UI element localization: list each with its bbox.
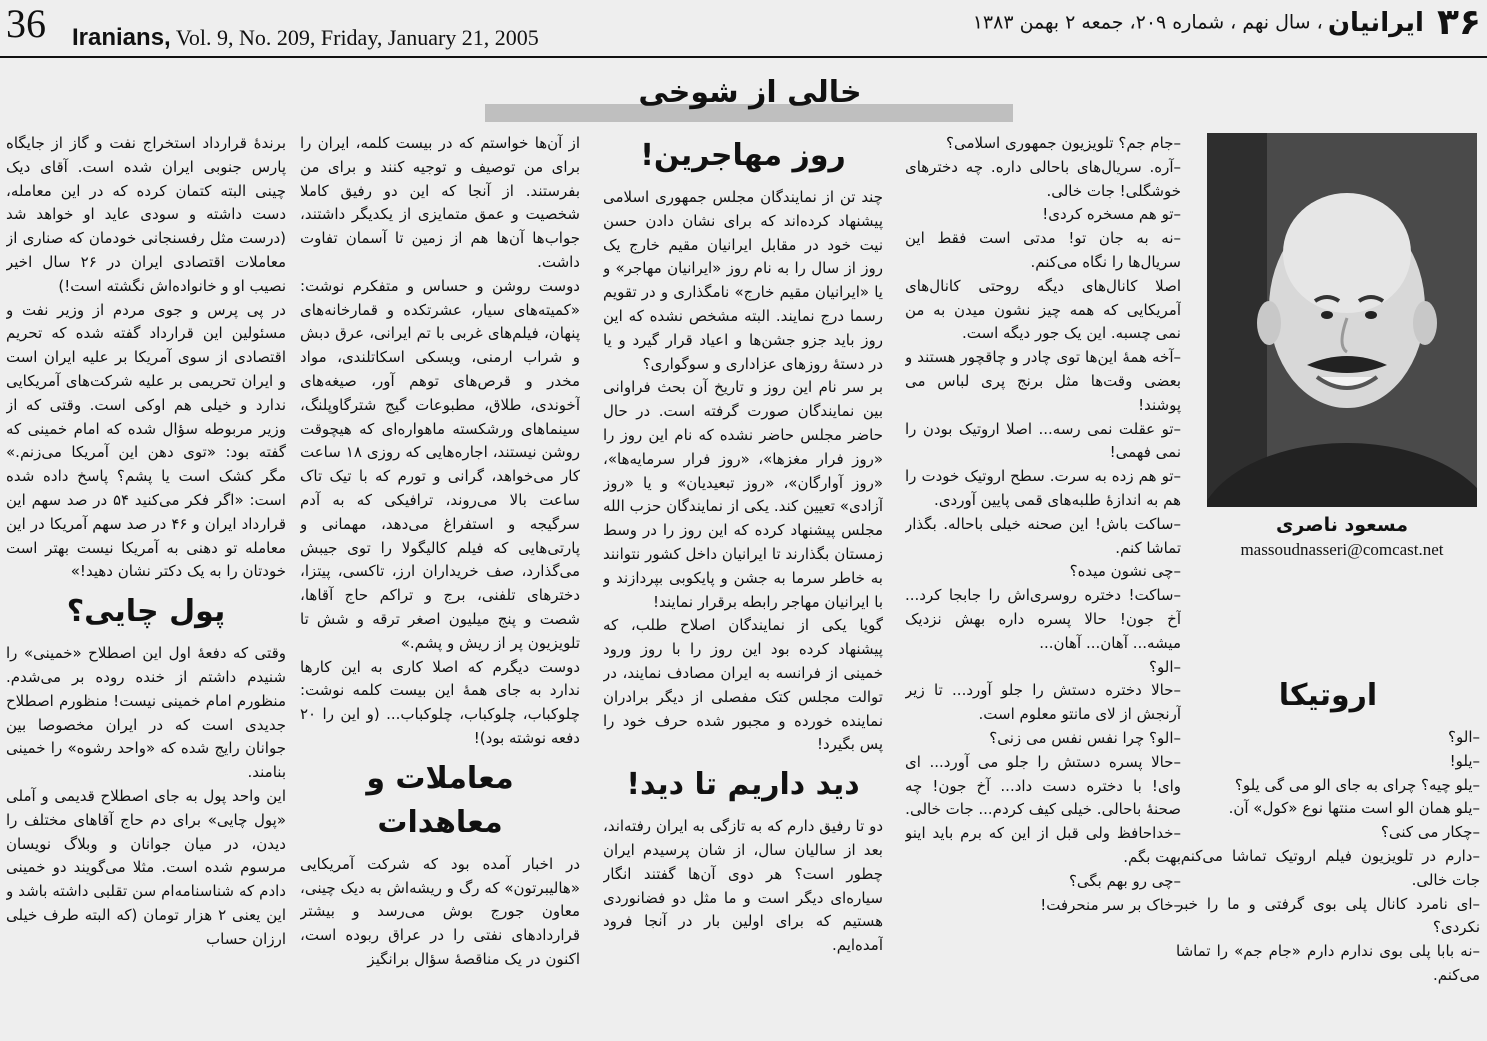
dialogue-line: –یلو! <box>1449 751 1480 770</box>
sidebar-erotica <box>1176 668 1480 1038</box>
paragraph: از آن‌ها خواستم که در بیست کلمه، ایران را برای من توصیف و توجیه کنند و برای من بفرستند. از آنجا که این دو رفیق کاملا شخصیت و عمق متمایزی از یکدیگر داشتند، جواب‌ها آن‌ها هم از زمین تا آسمان تفاوت داشت. <box>300 134 580 271</box>
dialogue-line: –حالا پسره دستش را جلو می آورد... ای وای! با دختره دست داد... آخ جون! چه صحنهٔ باحالی. خیلی کیف کردم... جات خالی. <box>905 752 1181 819</box>
column-1 <box>905 132 1181 1037</box>
dialogue-line: –نه بابا پلی بوی ندارم دارم «جام جم» را تماشا می‌کنم. <box>1176 942 1480 984</box>
masthead-en <box>72 24 539 52</box>
dialogue-line: –ای نامرد کانال پلی بوی گرفتی و ما را خبر نکردی؟ <box>1176 894 1480 937</box>
dialogue-line: –تو هم مسخره کردی! <box>1042 205 1181 224</box>
masthead-fa <box>973 2 1481 43</box>
paragraph: بر سر نام این روز و تاریخ آن بحث فراوانی بین نمایندگان صورت گرفته است. در حال حاضر مجلس حاضر نشده که نام این روز را «روز فرار مغزها»، «روز فرار سرمایه‌ها»، «روز آوارگان»، «روز تبعیدیان» و یا «روز آزادی» تعیین کند. یکی از نمایندگان حزب الله مجلس پیشنهاد کرده که این روز را در وسط زمستان بگذارند تا ایرانیان داخل کشور نتوانند به خاطر سرما به جشن و پایکوبی بپردازند و با ایرانیان مهاجر رابطه برقرار نمایند! <box>603 378 883 611</box>
page-number-fa: ۳۶ <box>1437 2 1481 43</box>
issue-info-en: Vol. 9, No. 209, Friday, January 21, 2005 <box>175 25 539 50</box>
issue-info-fa: ، سال نهم ، شماره ۲۰۹، جمعه ۲ بهمن ۱۳۸۳ <box>972 11 1323 34</box>
paragraph: گویا یکی از نمایندگان اصلاح طلب، که پیشنهاد کرده بود این روز را با روز ورود خمینی از فرانسه به ایران مصادف نمایند، در توالت مجلس کتک مفصلی از دیگر برادران نماینده خورده و مجبور شده حرف خود را پس بگیرد! <box>603 616 883 754</box>
paragraph: در اخبار آمده بود که شرکت آمریکایی «هالیبرتون» که رگ و ریشه‌اش به دیک چینی، معاون جورج بوش می‌رسد و بیشتر قراردادهای نفتی را در عراق ربوده است، اکنون در یک مناقصهٔ سؤال برانگیز <box>300 854 580 968</box>
dialogue-line: –آخه همهٔ این‌ها توی چادر و چاقچور هستند و بعضی وقت‌ها مثل برنج پری لباس می پوشند! <box>905 348 1181 414</box>
dialogue-line: –الو؟ <box>1149 657 1181 676</box>
paragraph: دوست روشن و حساس و متفکرم نوشت: «کمیته‌های سیار، عشرتکده و قمارخانه‌های پنهان، فیلم‌های غربی با تم ایرانی، عرق دبش و شراب ارمنی، ویسکی اسکاتلندی، مواد مخدر و قرص‌های توهم آور، صیغه‌های آخوندی، طلاق، مطبوعات گیج شترگاوپلنگ، سینماهای ورشکسته ماهواره‌ای که هیچوقت روشن نیستند، اجاره‌هایی که روزی ۱۸ ساعت کار می‌خواهد، گرانی و تورم که با تیک تاک ساعت بالا می‌روند، ترافیکی که به آدم سرگیجه و استفراغ می‌دهد، مهمانی و پارتی‌هایی که فیلم کالیگولا را توی جیبش می‌گذارد، صف خریداران ارز، تاکسی، پیتزا، دخترهای تلفنی، برج و تراکم حاج آقاها، شصت و پنج میلیون اصغر ترقه و شش تا تلویزیون پر از ریش و پشم.» <box>300 276 580 652</box>
dialogue-line: اصلا کانال‌های دیگه روحتی کانال‌های آمریکایی که همه چیز نشون میدن به من نمی چسبه. این یک جور دیگه است. <box>905 276 1181 343</box>
dialogue-line: –جام جم؟ تلویزیون جمهوری اسلامی؟ <box>946 134 1181 152</box>
dialogue-line: –آره. سریال‌های باحالی داره. چه دخترهای خوشگلی! جات خالی. <box>905 157 1181 200</box>
dialogue-line: –الو؟ چرا نفس نفس می زنی؟ <box>989 728 1181 747</box>
author-email[interactable]: massoudnasseri@comcast.net <box>1240 540 1444 559</box>
heading-deals-treaties: معاملات و معاهدات <box>366 760 514 840</box>
dialogue-line: –خاک بر سر منحرفت! <box>1040 895 1181 914</box>
dialogue-line: –یلو همان الو است منتها نوع «کول» آن. <box>1228 799 1480 818</box>
dialogue-line: –الو؟ <box>1448 728 1480 746</box>
column-3 <box>300 132 580 1037</box>
dialogue-line: –خداحافظ ولی قبل از این که برم باید اینو بهت بگم. <box>905 824 1181 866</box>
paragraph: در پی پرس و جوی مردم از وزیر نفت و مسئولین این قرارداد گفته شده که تحریم اقتصادی از سوی آمریکا بر علیه ایران است و ایران تحریمی بر علیه شرکت‌های آمریکایی ندارد و خیلی هم اوکی است. وقتی که از وزیر مربوطه سؤال شده که امام خمینی که گفته بود: «توی دهن این آمریکا می‌زنم.» مگر کشک است یا پشم؟ پاسخ داده شده است: «اگر فکر می‌کنید ۵۴ در صد سهم این قرارداد ایران و ۴۶ در صد سهم آمریکا در این معامله تو دهنی به آمریکا نیست بهتر است خودتان را به یک دکتر نشان دهید!» <box>6 300 286 581</box>
dialogue-line: –تو عقلت نمی رسه... اصلا اروتیک بودن را نمی فهمی! <box>905 419 1181 462</box>
heading-tea-money: پول چایی؟ <box>66 594 226 630</box>
author-name: مسعود ناصری <box>1276 514 1408 536</box>
dialogue-line: –چکار می کنی؟ <box>1380 823 1480 842</box>
paragraph: این واحد پول به جای اصطلاح قدیمی و آملی «پول چایی» برای دم حاج آقاهای مختلف را دیدن، در میان جوانان و وبلاگ نویسان مرسوم شده است. مثلا می‌گویند دو خمینی دادم که شناسنامه‌ام سن تقلبی داشته باشد و این یعنی ۲ هزار تومان (که البته طرف خیلی ارزان حساب <box>6 786 286 948</box>
dialogue-line: –دارم در تلویزیون فیلم اروتیک تماشا می‌کنم. جات خالی. <box>1176 846 1480 889</box>
paper-name-fa: ایرانیان <box>1327 7 1424 38</box>
heading-immigrants-day: روز مهاجرین! <box>640 138 846 173</box>
dialogue-line: –چی نشون میده؟ <box>1069 562 1181 581</box>
paragraph: برندهٔ قرارداد استخراج نفت و گاز از جایگاه پارس جنوبی ایران شده است. آقای دیک چینی البته کتمان کرده که در این معامله، دست داشته و سودی عاید او خواهد شد (درست مثل رفسنجانی خودمان که صناری از معاملات اقتصادی ایران در ۲۶ سال اخیر نصیب او و خانواده‌اش نگشته است!) <box>6 134 286 295</box>
section-title: خالی از شوخی <box>638 75 862 110</box>
paper-name-en: Iranians, <box>72 24 171 51</box>
paragraph: دوست دیگرم که اصلا کاری به این کارها ندارد به جای همهٔ این بیست کلمه نوشت: چلوکباب، چلوکباب، چلوکباب... (و این را ۲۰ دفعه نوشته بود)! <box>300 657 580 747</box>
dialogue-line: –حالا دختره دستش را جلو آورد... تا زیر آرنجش از لای مانتو معلوم است. <box>905 681 1181 724</box>
dialogue-line: –چی رو بهم بگی؟ <box>1068 871 1181 890</box>
heading-we-have-view: دید داریم تا دید! <box>626 767 860 803</box>
author-photo <box>1207 133 1477 507</box>
dialogue-line: –ساکت! دختره روسری‌اش را جابجا کرد... آخ جون! حالا پسره داره بهش نزدیک میشه... آهان... آهان... <box>905 586 1181 652</box>
column-2 <box>603 128 883 1036</box>
column-4 <box>6 132 286 1037</box>
sidebar-heading: اروتیکا <box>1278 678 1378 713</box>
header-rule <box>0 56 1487 58</box>
page-header <box>0 0 1487 56</box>
paragraph: وقتی که دفعهٔ اول این اصطلاح «خمینی» را شنیدم داشتم از خنده روده بر می‌شدم. منظورم امام خمینی نیست! منظورم اصطلاح جدیدی است که در ایران مخصوصا بین جوانان رایج شده که «واحد رشوه» را خمینی بنامند. <box>6 644 286 782</box>
paragraph: دو تا رفیق دارم که به تازگی به ایران رفته‌اند، بعد از سالیان سال، از شان پرسیدم ایران چطور است؟ هر دوی آن‌ها گفتند انگار سیاره‌ای دیگر است و ما مثل دو فضانوردی هستیم که برای اولین بار در آنجا فرود آمده‌ایم. <box>603 817 883 955</box>
dialogue-line: –نه به جان تو! مدتی است فقط این سریال‌ها را نگاه می‌کنم. <box>905 229 1181 271</box>
dialogue-line: –ساکت باش! این صحنه خیلی باحاله. بگذار تماشا کنم. <box>905 514 1181 557</box>
author-byline <box>1207 514 1477 560</box>
paragraph: چند تن از نمایندگان مجلس جمهوری اسلامی پیشنهاد کرده‌اند که برای نشان دادن حسن نیت خود در مقابل ایرانیان مقیم خارج یک روز از سال را به نام روز «ایرانیان مهاجر» و یا «ایرانیان مقیم خارج» نامگذاری و در تقویم رسما درج نمایند. البته مشخص نشده که این روز باید جزو جشن‌ها و اعیاد قرار گیرد و یا در دستهٔ روزهای عزاداری و سوگواری؟ <box>603 188 883 373</box>
dialogue-line: –تو هم زده به سرت. سطح اروتیک خودت را هم به اندازهٔ طلبه‌های قمی پایین آوردی. <box>905 467 1181 509</box>
author-portrait-graphic <box>1207 133 1477 507</box>
page-number-en: 36 <box>6 1 46 46</box>
dialogue-line: –یلو چیه؟ چرای به جای الو می گی یلو؟ <box>1234 775 1480 794</box>
